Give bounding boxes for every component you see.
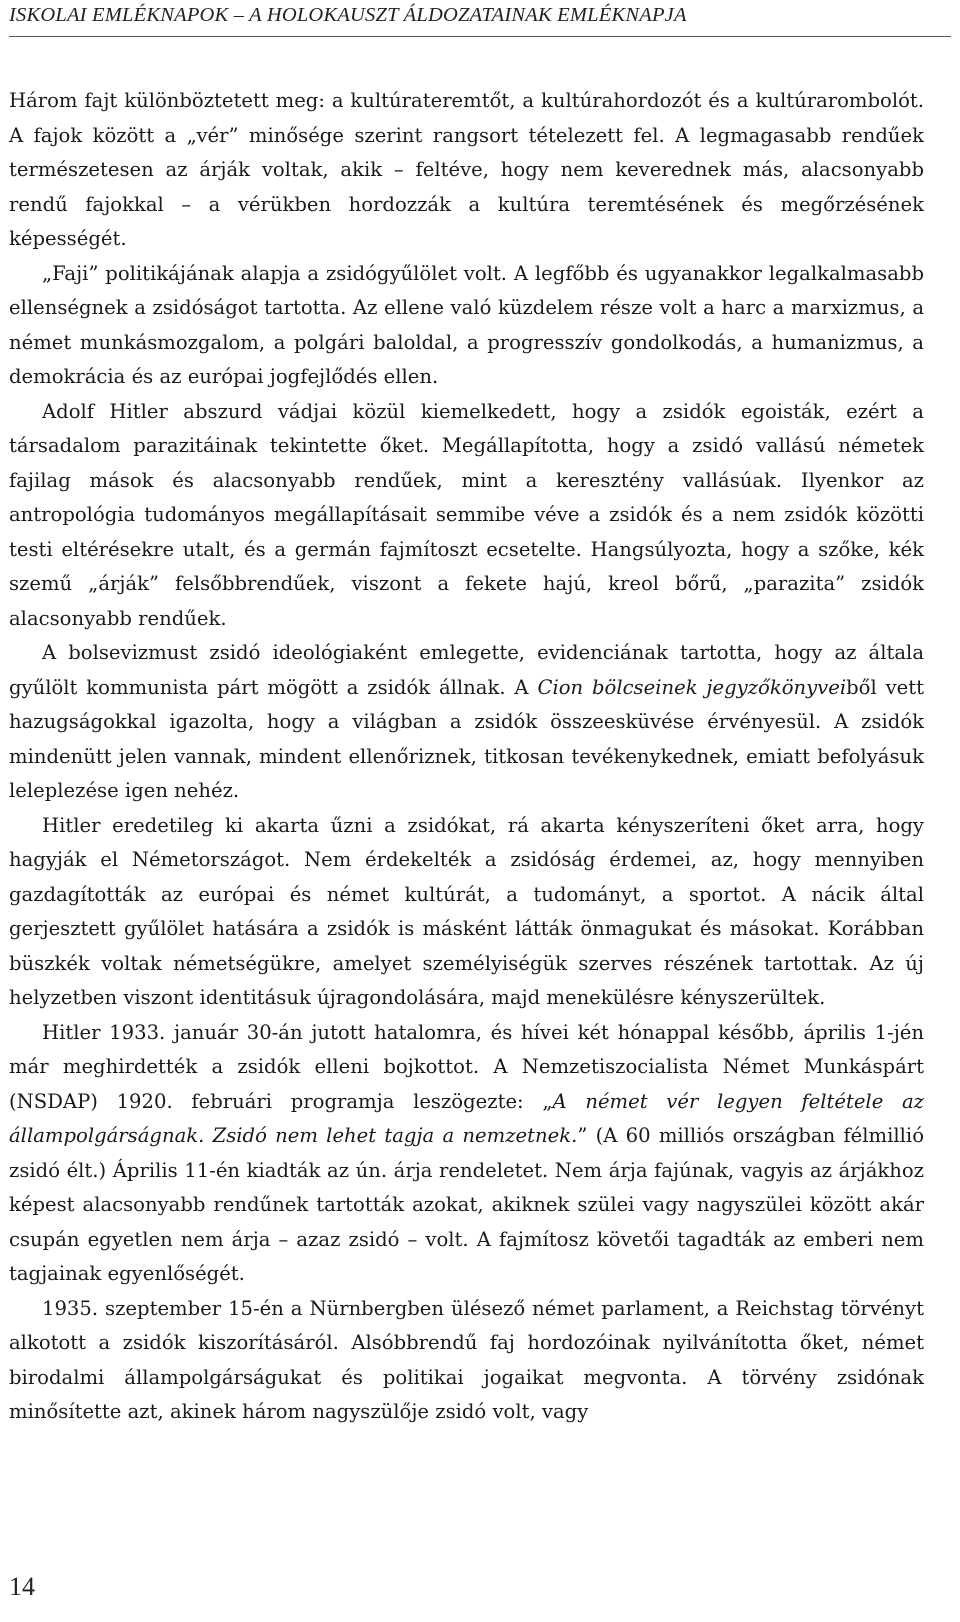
paragraph-2: „Faji” politikájának alapja a zsidógyűlölet volt. A legfőbb és ugyanakkor legalkalmasabb ellenségnek a zsidóságot tartotta. Az ellene való küzdelem része volt a harc a marxizmus, a német munkásmozgalom, a polgári baloldal, a progresszív gondolkodás, a humanizmus, a demokrácia és az európai jogfejlődés ellen.	[9, 261, 924, 388]
paragraph-3: Adolf Hitler abszurd vádjai közül kiemelkedett, hogy a zsidók egoisták, ezért a társadalom parazitáinak tekintette őket. Megállapította, hogy a zsidó vallású németek fajilag mások és alacsonyabb rendűek, mint a keresztény vallásúak. Ilyenkor az antropológia tudományos megállapításait semmibe véve a zsidók és a nem zsidók közötti testi eltérésekre utalt, és a germán fajmítoszt ecsetelte. Hangsúlyozta, hogy a szőke, kék szemű „árják” felsőbbrendűek, viszont a fekete hajú, kreol bőrű, „parazita” zsidók alacsonyabb rendűek.	[9, 399, 924, 630]
running-header: ISKOLAI EMLÉKNAPOK – A HOLOKAUSZT ÁLDOZATAINAK EMLÉKNAPJA	[9, 4, 687, 26]
paragraph-6-text-b: ” (A 60 milliós országban félmillió zsidó élt.) Április 11-én kiadták az ún. árja rendeletet. Nem árja fajúnak, vagyis az árjákhoz képest alacsonyabb rendűnek tartották azokat, akiknek szülei vagy nagyszülei között akár csupán egyetlen nem árja – azaz zsidó – volt. A fajmítosz követői tagadták az emberi nem tagjainak egyenlőségét.	[9, 1124, 924, 1285]
program-quote-italic: A német vér legyen feltétele az állampolgárságnak. Zsidó nem lehet tagja a nemzetnek.	[9, 1089, 924, 1147]
header-divider	[9, 36, 951, 37]
paragraph-4-text-a: A bolsevizmust zsidó ideológiaként emlegette, evidenciának tartotta, hogy az általa gyűlölt kommunista párt mögött a zsidók állnak. A	[9, 641, 924, 699]
paragraph-1: Három fajt különböztetett meg: a kultúrateremtőt, a kultúrahordozót és a kultúrarombolót. A fajok között a „vér” minősége szerint rangsort tételezett fel. A legmagasabb rendűek természetesen az árják voltak, akik – feltéve, hogy nem keverednek más, alacsonyabb rendű fajokkal – a vérükben hordozzák a kultúra teremtésének és megőrzésének képességét.	[9, 89, 924, 250]
paragraph-7: 1935. szeptember 15-én a Nürnbergben ülésező német parlament, a Reichstag törvényt alkotott a zsidók kiszorításáról. Alsóbbrendű faj hordozóinak nyilvánította őket, német birodalmi állampolgárságukat és politikai jogaikat megvonta. A törvény zsidónak minősítette azt, akinek három nagyszülője zsidó volt, vagy	[9, 1296, 924, 1423]
paragraph-5: Hitler eredetileg ki akarta űzni a zsidókat, rá akarta kényszeríteni őket arra, hogy hagyják el Németországot. Nem érdekelték a zsidóság érdemei, az, hogy mennyiben gazdagították az európai és német kultúrát, a tudományt, a sportot. A nácik által gerjesztett gyűlölet hatására a zsidók is másként látták önmagukat és másokat. Korábban büszkék voltak németségükre, amelyet személyiségük szerves részének tartottak. Az új helyzetben viszont identitásuk újragondolására, majd menekülésre kényszerültek.	[9, 813, 924, 1009]
book-title-italic: Cion bölcseinek jegyzőkönyvei	[537, 675, 847, 699]
paragraph-4	[9, 636, 924, 809]
article-body	[9, 84, 924, 1430]
paragraph-6-text-a: Hitler 1933. január 30-án jutott hatalomra, és hívei két hónappal később, április 1-jén már meghirdették a zsidók elleni bojkottot. A Nemzetiszocialista Német Munkáspárt (NSDAP) 1920. februári programja leszögezte: „	[9, 1020, 924, 1113]
page-number: 14	[9, 1572, 35, 1601]
paragraph-6	[9, 1016, 924, 1292]
paragraph-4-text-b: ből vett hazugságokkal igazolta, hogy a világban a zsidók összeesküvése érvényesül. A zsidók mindenütt jelen vannak, mindent ellenőriznek, titkosan tevékenykednek, emiatt befolyásuk leleplezése igen nehéz.	[9, 675, 924, 802]
